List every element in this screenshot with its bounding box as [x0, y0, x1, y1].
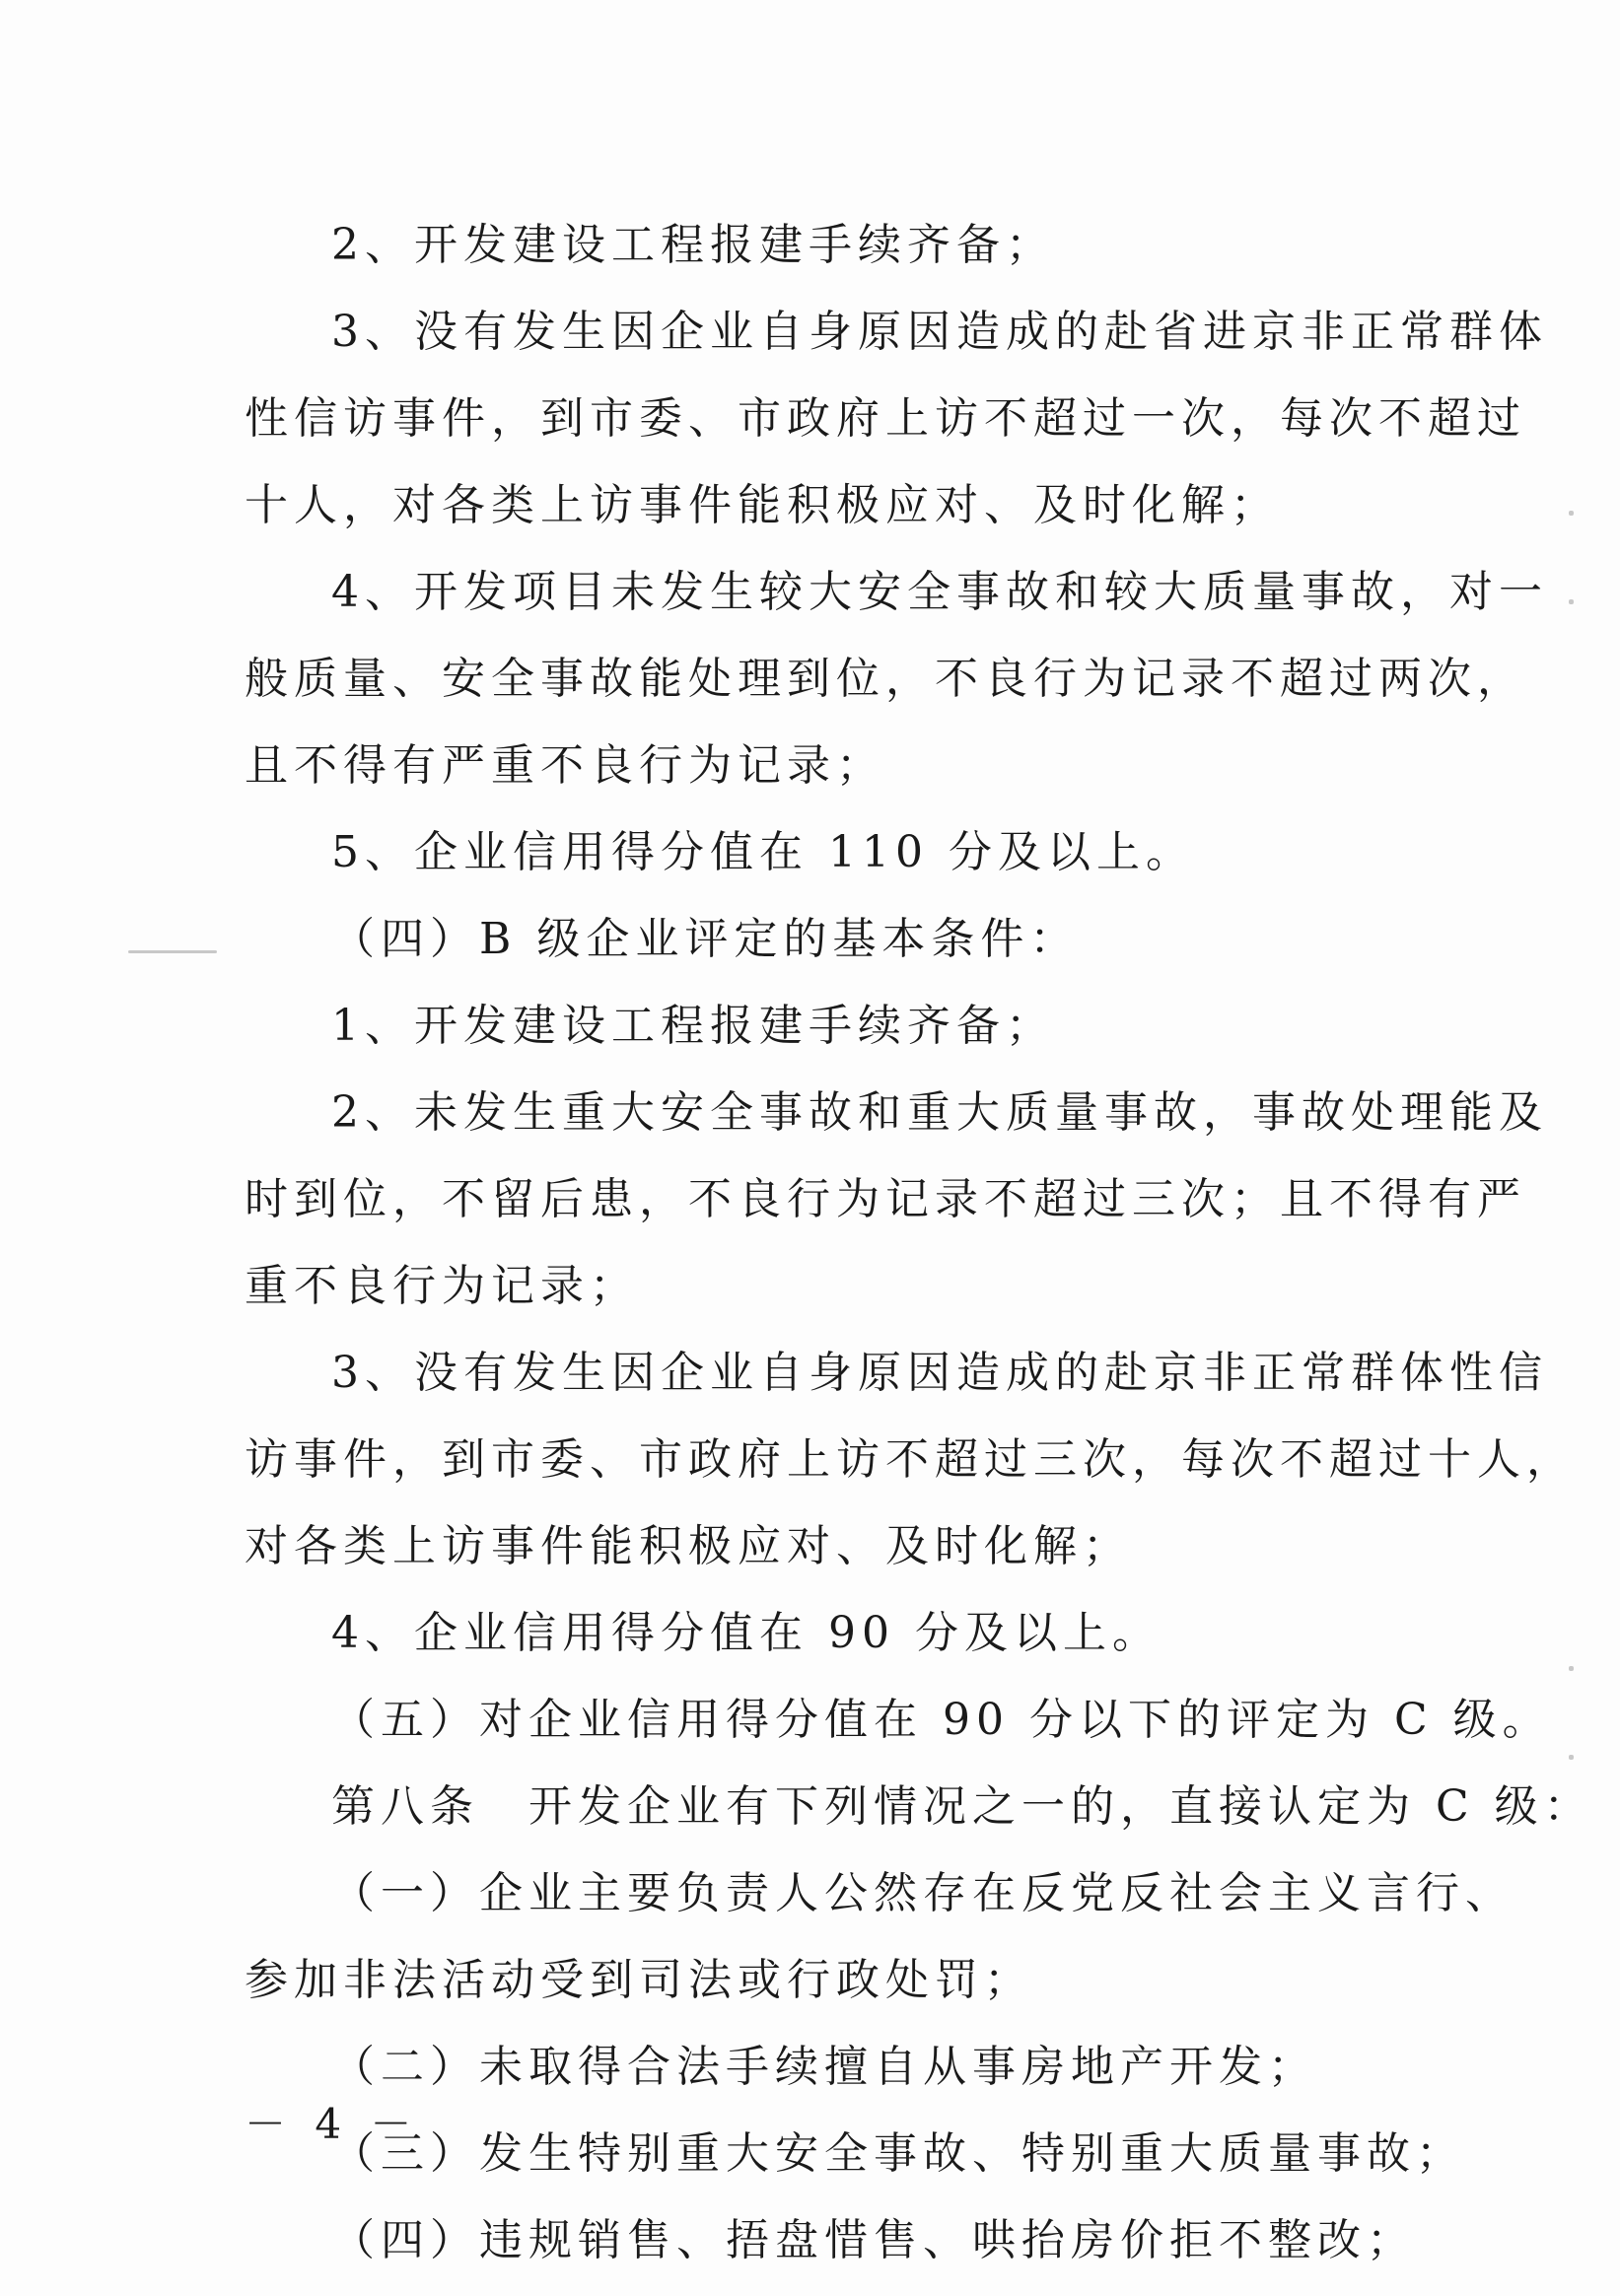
section-heading: （五）对企业信用得分值在 90 分以下的评定为 C 级。	[331, 1695, 1552, 1745]
scan-artifact-right-1	[1569, 511, 1574, 516]
body-line: 对各类上访事件能积极应对、及时化解；	[245, 1521, 1132, 1571]
body-line: 且不得有严重不良行为记录；	[245, 740, 885, 791]
scan-artifact-right-4	[1569, 1755, 1574, 1760]
scan-artifact-left	[128, 950, 217, 953]
scan-artifact-right-2	[1569, 599, 1574, 604]
body-line: 3、没有发生因企业自身原因造成的赴京非正常群体性信	[331, 1348, 1548, 1398]
section-heading: （四）B 级企业评定的基本条件：	[331, 914, 1080, 964]
article-heading: 第八条 开发企业有下列情况之一的，直接认定为 C 级：	[331, 1781, 1593, 1832]
body-line: 4、企业信用得分值在 90 分及以上。	[331, 1608, 1162, 1658]
body-line: 时到位，不留后患，不良行为记录不超过三次；且不得有严	[245, 1174, 1526, 1224]
document-body	[245, 202, 1593, 2284]
body-line: 性信访事件，到市委、市政府上访不超过一次，每次不超过	[245, 393, 1526, 444]
body-line: 十人，对各类上访事件能积极应对、及时化解；	[245, 480, 1280, 530]
body-line: （二）未取得合法手续擅自从事房地产开发；	[331, 2042, 1317, 2092]
body-line: （四）违规销售、捂盘惜售、哄抬房价拒不整改；	[331, 2215, 1416, 2265]
body-line: 2、开发建设工程报建手续齐备；	[331, 220, 1055, 270]
body-line: 重不良行为记录；	[245, 1261, 639, 1311]
page-number: － 4 －	[245, 2100, 420, 2148]
body-line: 般质量、安全事故能处理到位，不良行为记录不超过两次，	[245, 654, 1526, 704]
body-line: 1、开发建设工程报建手续齐备；	[331, 1001, 1055, 1051]
body-line: 5、企业信用得分值在 110 分及以上。	[331, 827, 1195, 877]
body-line: （一）企业主要负责人公然存在反党反社会主义言行、	[331, 1868, 1514, 1918]
scan-artifact-right-3	[1569, 1666, 1574, 1671]
body-line: 3、没有发生因企业自身原因造成的赴省进京非正常群体	[331, 307, 1548, 357]
body-line: （三）发生特别重大安全事故、特别重大质量事故；	[331, 2128, 1465, 2179]
body-line: 4、开发项目未发生较大安全事故和较大质量事故，对一	[331, 567, 1548, 617]
body-line: 参加非法活动受到司法或行政处罚；	[245, 1955, 1033, 2005]
body-line: 访事件，到市委、市政府上访不超过三次，每次不超过十人，	[245, 1434, 1576, 1485]
body-line: 2、未发生重大安全事故和重大质量事故，事故处理能及	[331, 1087, 1548, 1138]
